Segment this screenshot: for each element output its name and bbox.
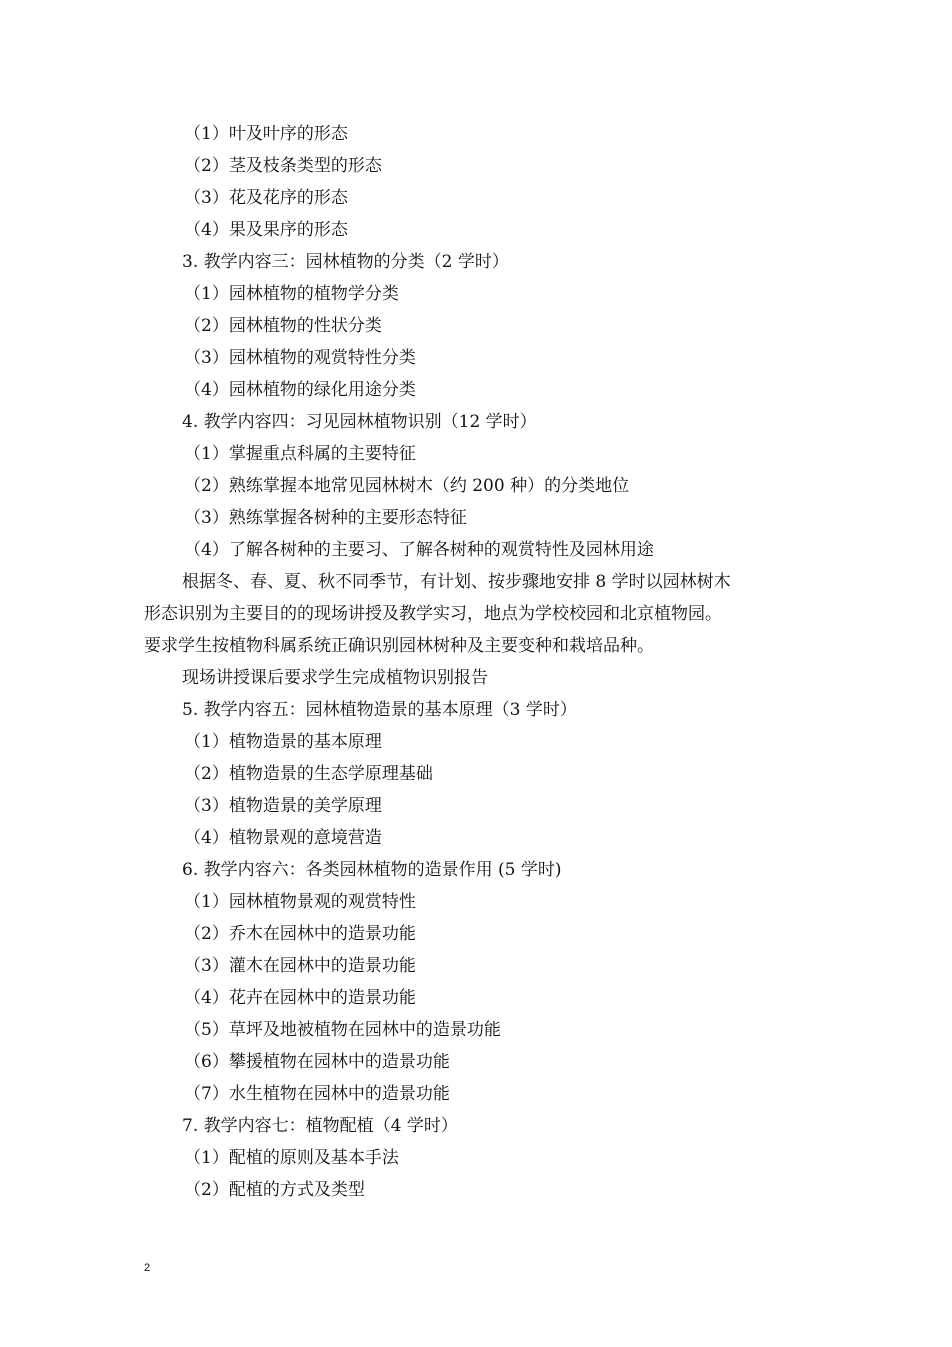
paragraph-line: 要求学生按植物科属系统正确识别园林树种及主要变种和栽培品种。 bbox=[144, 636, 654, 656]
list-item: （5）草坪及地被植物在园林中的造景功能 bbox=[184, 1020, 501, 1040]
list-item: （3）花及花序的形态 bbox=[184, 188, 348, 208]
list-item: （6）攀援植物在园林中的造景功能 bbox=[184, 1052, 450, 1072]
list-item: （2）熟练掌握本地常见园林树木（约 200 种）的分类地位 bbox=[184, 476, 630, 496]
section-heading: 3. 教学内容三：园林植物的分类（2 学时） bbox=[182, 252, 509, 272]
list-item: （2）乔木在园林中的造景功能 bbox=[184, 924, 416, 944]
paragraph-line: 现场讲授课后要求学生完成植物识别报告 bbox=[182, 668, 488, 688]
list-item: （4）植物景观的意境营造 bbox=[184, 828, 382, 848]
paragraph-line: 根据冬、春、夏、秋不同季节，有计划、按步骤地安排 8 学时以园林树木 bbox=[182, 572, 731, 592]
list-item: （1）掌握重点科属的主要特征 bbox=[184, 444, 416, 464]
list-item: （3）园林植物的观赏特性分类 bbox=[184, 348, 416, 368]
list-item: （2）茎及枝条类型的形态 bbox=[184, 156, 382, 176]
list-item: （2）植物造景的生态学原理基础 bbox=[184, 764, 433, 784]
list-item: （2）园林植物的性状分类 bbox=[184, 316, 382, 336]
list-item: （4）花卉在园林中的造景功能 bbox=[184, 988, 416, 1008]
list-item: （3）植物造景的美学原理 bbox=[184, 796, 382, 816]
list-item: （1）植物造景的基本原理 bbox=[184, 732, 382, 752]
paragraph-line: 形态识别为主要目的的现场讲授及教学实习，地点为学校校园和北京植物园。 bbox=[144, 604, 722, 624]
section-heading: 5. 教学内容五：园林植物造景的基本原理（3 学时） bbox=[182, 700, 577, 720]
list-item: （4）果及果序的形态 bbox=[184, 220, 348, 240]
list-item: （1）园林植物的植物学分类 bbox=[184, 284, 399, 304]
list-item: （7）水生植物在园林中的造景功能 bbox=[184, 1084, 450, 1104]
list-item: （1）叶及叶序的形态 bbox=[184, 124, 348, 144]
list-item: （1）园林植物景观的观赏特性 bbox=[184, 892, 416, 912]
section-heading: 4. 教学内容四：习见园林植物识别（12 学时） bbox=[182, 412, 537, 432]
list-item: （4）了解各树种的主要习、了解各树种的观赏特性及园林用途 bbox=[184, 540, 654, 560]
list-item: （3）熟练掌握各树种的主要形态特征 bbox=[184, 508, 467, 528]
list-item: （3）灌木在园林中的造景功能 bbox=[184, 956, 416, 976]
section-heading: 6. 教学内容六：各类园林植物的造景作用 (5 学时) bbox=[182, 860, 562, 880]
section-heading: 7. 教学内容七：植物配植（4 学时） bbox=[182, 1116, 458, 1136]
list-item: （2）配植的方式及类型 bbox=[184, 1180, 365, 1200]
document-body bbox=[144, 118, 814, 1206]
list-item: （4）园林植物的绿化用途分类 bbox=[184, 380, 416, 400]
list-item: （1）配植的原则及基本手法 bbox=[184, 1148, 399, 1168]
page-number: 2 bbox=[144, 1262, 151, 1274]
